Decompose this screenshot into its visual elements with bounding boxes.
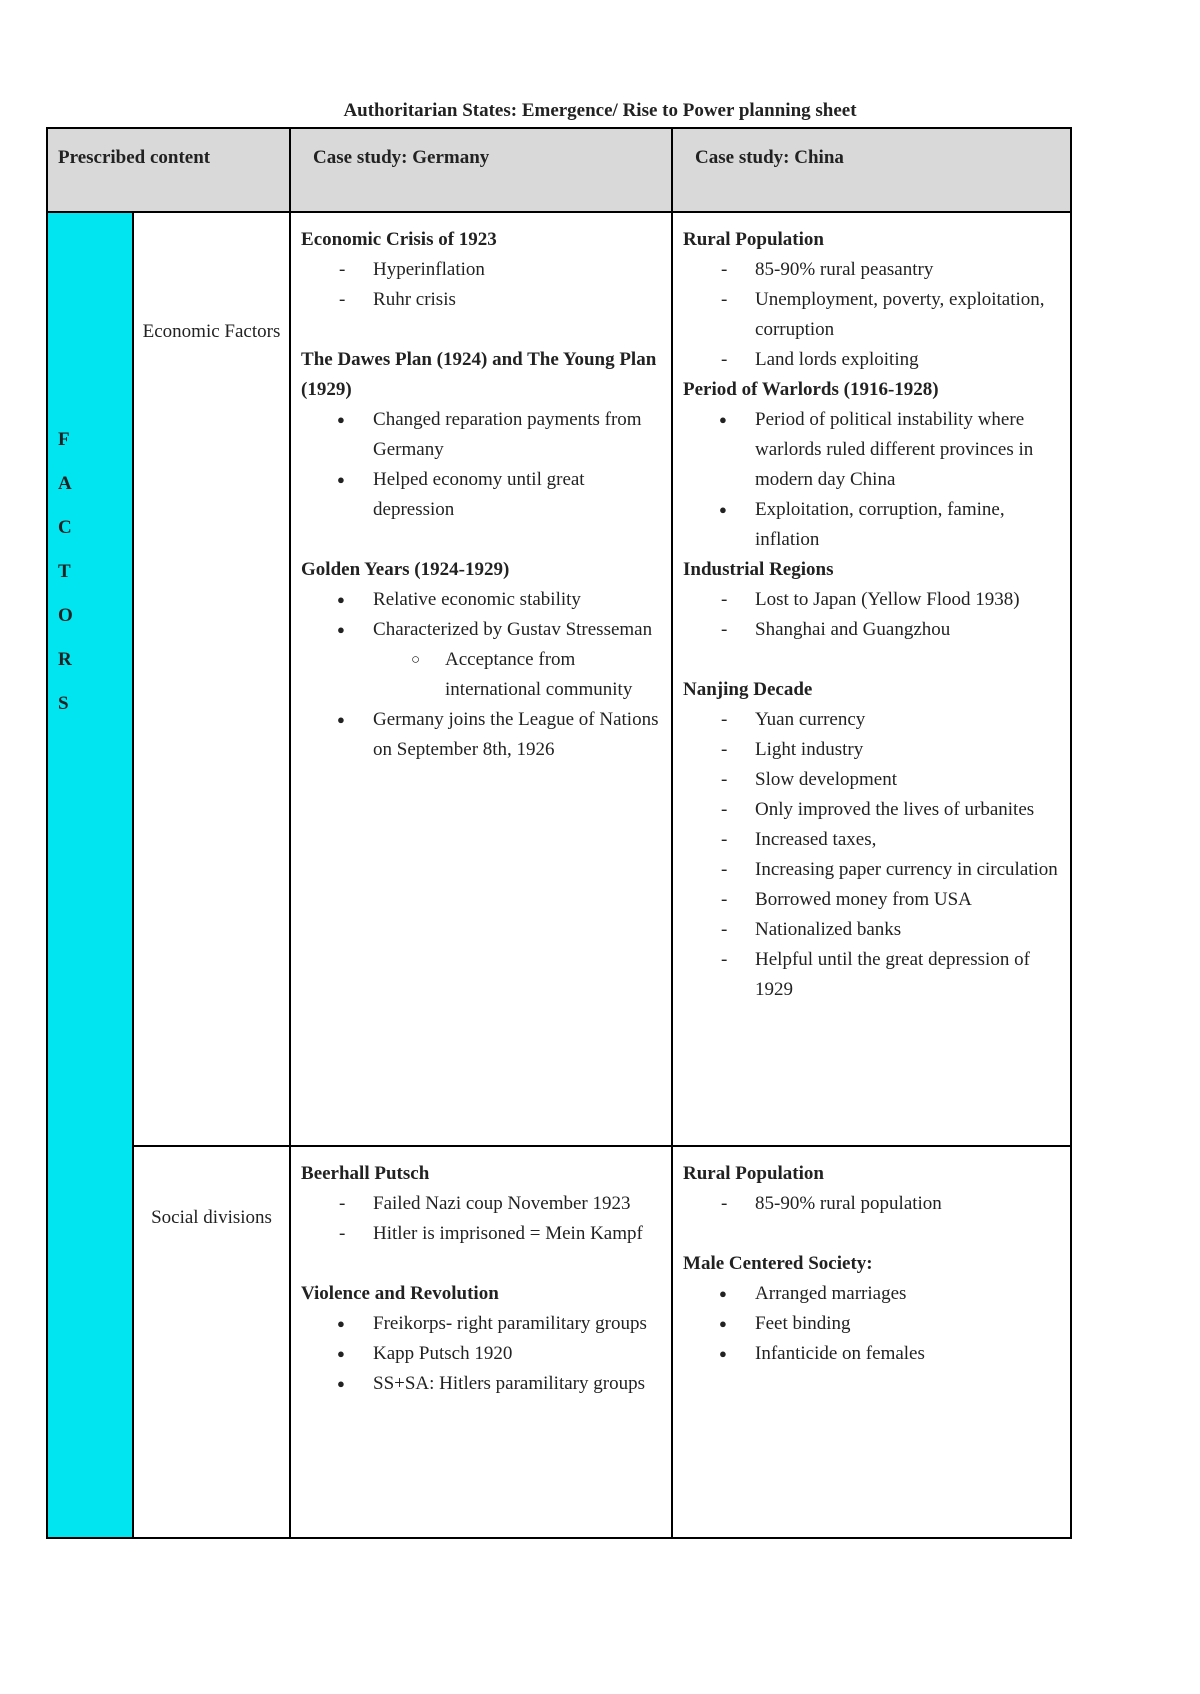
economic-germany-cell — [290, 212, 672, 1146]
section-title: Beerhall Putsch — [301, 1163, 430, 1184]
list-item: ● Changed reparation payments from Germany — [301, 405, 661, 465]
economic-china-cell — [672, 212, 1071, 1146]
factors-letters — [58, 418, 132, 726]
header-china: Case study: China — [672, 128, 1071, 212]
section-spacer — [301, 315, 661, 345]
section-spacer — [301, 1249, 661, 1279]
planning-table — [46, 127, 1072, 1539]
factors-letter: T — [58, 561, 71, 582]
section-list — [683, 585, 1060, 645]
list-item: ● Relative economic stability — [301, 585, 661, 615]
list-item: ● Freikorps- right paramilitary groups — [301, 1309, 661, 1339]
list-item: - Failed Nazi coup November 1923 — [301, 1189, 661, 1219]
list-item: - Shanghai and Guangzhou — [683, 615, 1060, 645]
list-item: - 85-90% rural population — [683, 1189, 1060, 1219]
header-prescribed-content: Prescribed content — [47, 128, 290, 212]
section-list — [301, 405, 661, 525]
factors-letter: C — [58, 517, 72, 538]
section-list — [683, 1279, 1060, 1369]
list-item: - Ruhr crisis — [301, 285, 661, 315]
list-item: - Light industry — [683, 735, 1060, 765]
economic-factors-row — [47, 212, 1071, 1146]
list-item: - Increasing paper currency in circulation — [683, 855, 1060, 885]
list-item: ● Period of political instability where warlords ruled different provinces in modern day China — [683, 405, 1060, 495]
list-item: - Nationalized banks — [683, 915, 1060, 945]
section-list — [683, 255, 1060, 375]
section-title: Industrial Regions — [683, 559, 834, 580]
section-list — [301, 1189, 661, 1249]
list-item: - Only improved the lives of urbanites — [683, 795, 1060, 825]
list-item: ● Characterized by Gustav Stresseman — [301, 615, 661, 645]
section-title: Nanjing Decade — [683, 679, 813, 700]
factors-letter: A — [58, 473, 72, 494]
row-label-social-divisions: Social divisions — [133, 1146, 290, 1538]
page-title: Authoritarian States: Emergence/ Rise to Power planning sheet — [343, 100, 857, 121]
section-list — [301, 585, 661, 765]
list-item: ● Infanticide on females — [683, 1339, 1060, 1369]
list-item: - Slow development — [683, 765, 1060, 795]
list-item: - Land lords exploiting — [683, 345, 1060, 375]
header-row — [47, 128, 1071, 212]
factors-side-label — [47, 212, 133, 1538]
section-list — [301, 255, 661, 315]
section-title: Golden Years (1924-1929) — [301, 559, 510, 580]
social-china-cell — [672, 1146, 1071, 1538]
list-item: - Borrowed money from USA — [683, 885, 1060, 915]
section-title: Rural Population — [683, 1163, 824, 1184]
list-item: ● SS+SA: Hitlers paramilitary groups — [301, 1369, 661, 1399]
section-list — [301, 1309, 661, 1399]
list-item: ○ Acceptance from international community — [301, 645, 661, 705]
social-divisions-row — [47, 1146, 1071, 1538]
list-item: ● Arranged marriages — [683, 1279, 1060, 1309]
section-spacer — [683, 645, 1060, 675]
section-title: Violence and Revolution — [301, 1283, 499, 1304]
social-germany-cell — [290, 1146, 672, 1538]
list-item: - Hitler is imprisoned = Mein Kampf — [301, 1219, 661, 1249]
list-item: ● Exploitation, corruption, famine, inflation — [683, 495, 1060, 555]
factors-letter: F — [58, 429, 70, 450]
list-item: - Helpful until the great depression of 1929 — [683, 945, 1060, 1005]
factors-letter: S — [58, 693, 69, 714]
section-title: Economic Crisis of 1923 — [301, 229, 497, 250]
section-title: Rural Population — [683, 229, 824, 250]
section-title: The Dawes Plan (1924) and The Young Plan (1929) — [301, 349, 657, 400]
list-item: - Lost to Japan (Yellow Flood 1938) — [683, 585, 1060, 615]
section-spacer — [301, 525, 661, 555]
list-item: ● Feet binding — [683, 1309, 1060, 1339]
list-item: - Increased taxes, — [683, 825, 1060, 855]
section-title: Period of Warlords (1916-1928) — [683, 379, 939, 400]
header-germany: Case study: Germany — [290, 128, 672, 212]
row-label-economic-factors: Economic Factors — [133, 212, 290, 1146]
list-item: - 85-90% rural peasantry — [683, 255, 1060, 285]
section-list — [683, 1189, 1060, 1219]
list-item: ● Helped economy until great depression — [301, 465, 661, 525]
list-item: - Hyperinflation — [301, 255, 661, 285]
list-item: - Unemployment, poverty, exploitation, corruption — [683, 285, 1060, 345]
factors-letter: O — [58, 605, 73, 626]
section-spacer — [683, 1219, 1060, 1249]
list-item: - Yuan currency — [683, 705, 1060, 735]
section-list — [683, 705, 1060, 1005]
factors-letter: R — [58, 649, 72, 670]
section-title: Male Centered Society: — [683, 1253, 873, 1274]
list-item: ● Germany joins the League of Nations on September 8th, 1926 — [301, 705, 661, 765]
section-list — [683, 405, 1060, 555]
list-item: ● Kapp Putsch 1920 — [301, 1339, 661, 1369]
